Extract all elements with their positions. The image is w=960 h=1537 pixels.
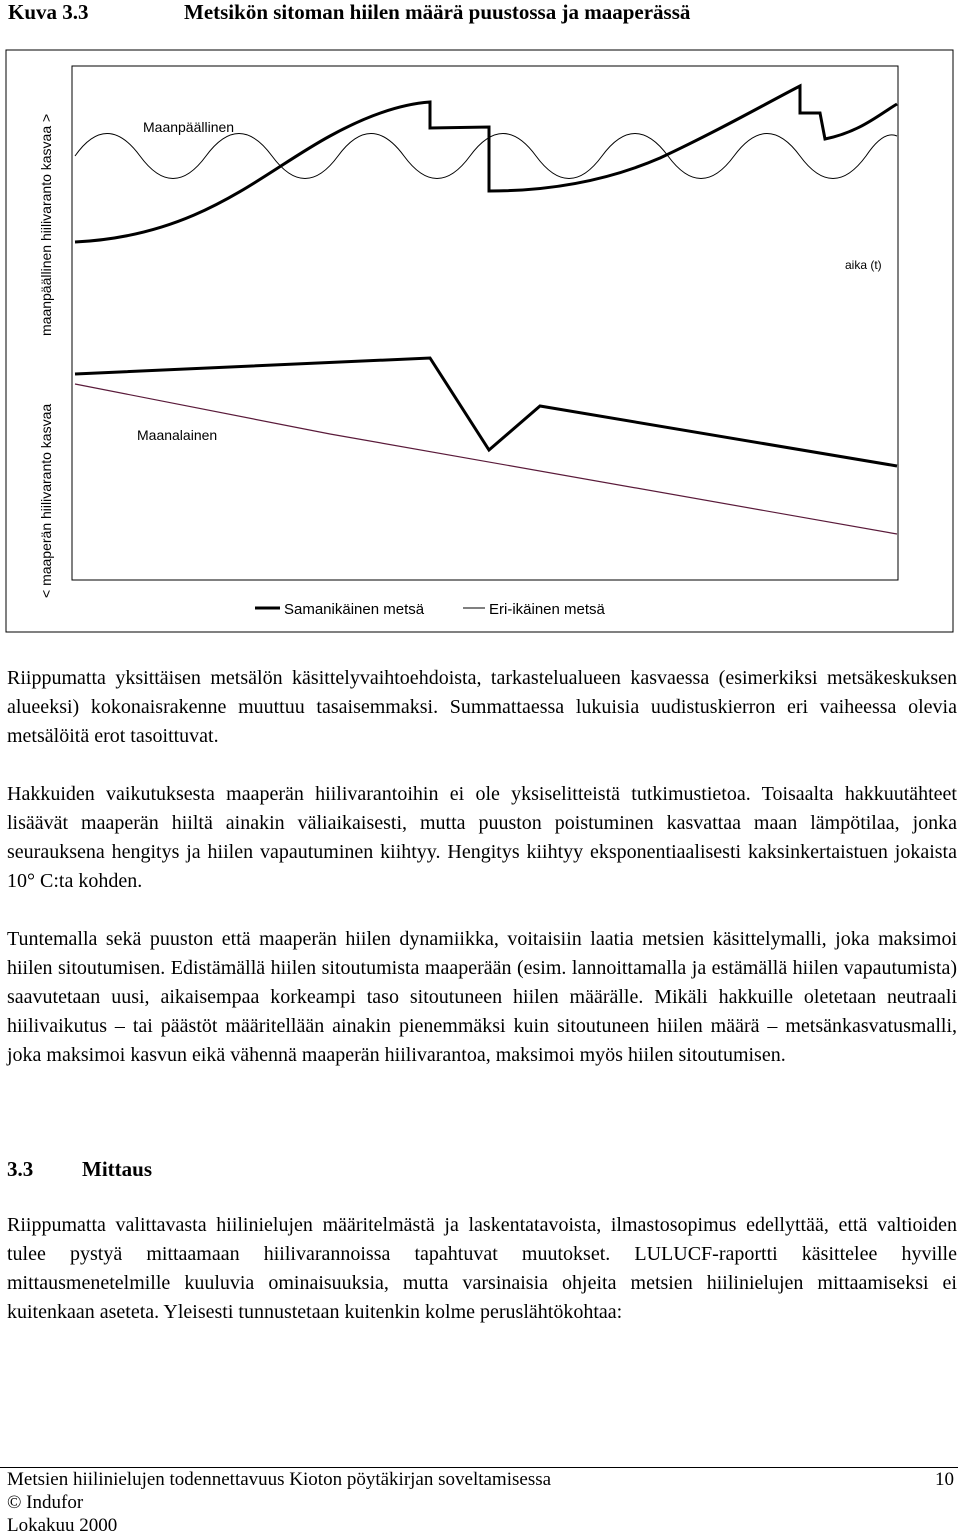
footer-date: Lokakuu 2000 (7, 1515, 118, 1536)
uneven-aged-legend-label: Eri-ikäinen metsä (489, 601, 605, 618)
above-ground-label: Maanpäällinen (143, 119, 235, 135)
uneven-aged-below-ground-curve (75, 384, 897, 534)
figure-title: Metsikön sitoman hiilen määrä puustossa ja maaperässä (184, 0, 691, 24)
even-aged-above-ground-curve (75, 86, 897, 242)
paragraph-2: Hakkuiden vaikutuksesta maaperän hiilivarantoihin ei ole yksiselitteistä tutkimustietoa. Toisaalta hakkuutähteet lisäävät maaperän hiiltä ainakin väliaikaisesti, mutta puuston poistuminen kasvattaa maan lämpötilaa, jonka seurauksena hengitys ja hiilen vapautuminen kiihtyy. Hengitys kiihtyy eksponentiaalisesti kaksinkertaistuen jokaista 10° C:ta kohden. (7, 783, 957, 892)
y-axis-label-lower: < maaperän hiilivaranto kasvaa (38, 403, 54, 598)
plot-area (72, 66, 898, 580)
even-aged-below-ground-curve (75, 358, 897, 466)
footer-page-number: 10 (935, 1469, 954, 1490)
footer-document-title: Metsien hiilinielujen todennettavuus Kioton pöytäkirjan soveltamisessa (7, 1469, 552, 1490)
section-title: Mittaus (82, 1157, 152, 1181)
footer-copyright: © Indufor (7, 1492, 84, 1513)
time-axis-label: aika (t) (845, 258, 882, 272)
below-ground-label: Maanalainen (137, 427, 218, 443)
paragraph-1: Riippumatta yksittäisen metsälön käsittelyvaihtoehdoista, tarkastelualueen kasvaessa (esimerkiksi metsäkeskuksen alueeksi) kokonaisrakenne muuttuu tasaisemmaksi. Summattaessa lukuisia uudistuskierron eri vaiheessa olevia metsälöitä erot tasoittuvat. (7, 667, 957, 747)
carbon-figure (0, 46, 960, 638)
uneven-aged-above-ground-curve (75, 134, 897, 179)
section-number: 3.3 (7, 1157, 34, 1181)
y-axis-label-upper: maanpäällinen hiilivaranto kasvaa > (38, 113, 54, 336)
footer-divider (0, 1467, 958, 1468)
figure-frame (6, 50, 953, 632)
even-aged-legend-label: Samanikäinen metsä (284, 601, 425, 618)
section-paragraph: Riippumatta valittavasta hiilinielujen määritelmästä ja laskentatavoista, ilmastosopimus edellyttää, että valtioiden tulee pystyä mittaamaan hiilivarannoissa tapahtuvat muutokset. LULUCF-raportti käsittelee hyville mittausmenetelmille kuuluvia ominaisuuksia, mutta varsinaisia ohjeita metsien hiilinielujen mittaamiseksi ei kuitenkaan aseteta. Yleisesti tunnustetaan kuitenkin kolme peruslähtökohtaa: (7, 1214, 957, 1323)
paragraph-3: Tuntemalla sekä puuston että maaperän hiilen dynamiikka, voitaisiin laatia metsien käsittelymalli, joka maksimoi hiilen sitoutumisen. Edistämällä hiilen sitoutumista maaperään (esim. lannoittamalla ja estämällä hiilen vapautumista) saavutetaan uusi, aikaisempaa korkeampi taso sitoutuneen hiilen määrälle. Mikäli hakkuille oletetaan neutraali hiilivaikutus – tai päästöt määritellään ainakin pienemmäksi kuin sitoutuneen hiilen määrä – metsänkasvatusmalli, joka maksimoi kasvun eikä vähennä maaperän hiilivarantoa, maksimoi myös hiilen sitoutumisen. (7, 928, 957, 1066)
section-heading (7, 1157, 152, 1182)
figure-number: Kuva 3.3 (8, 0, 89, 24)
